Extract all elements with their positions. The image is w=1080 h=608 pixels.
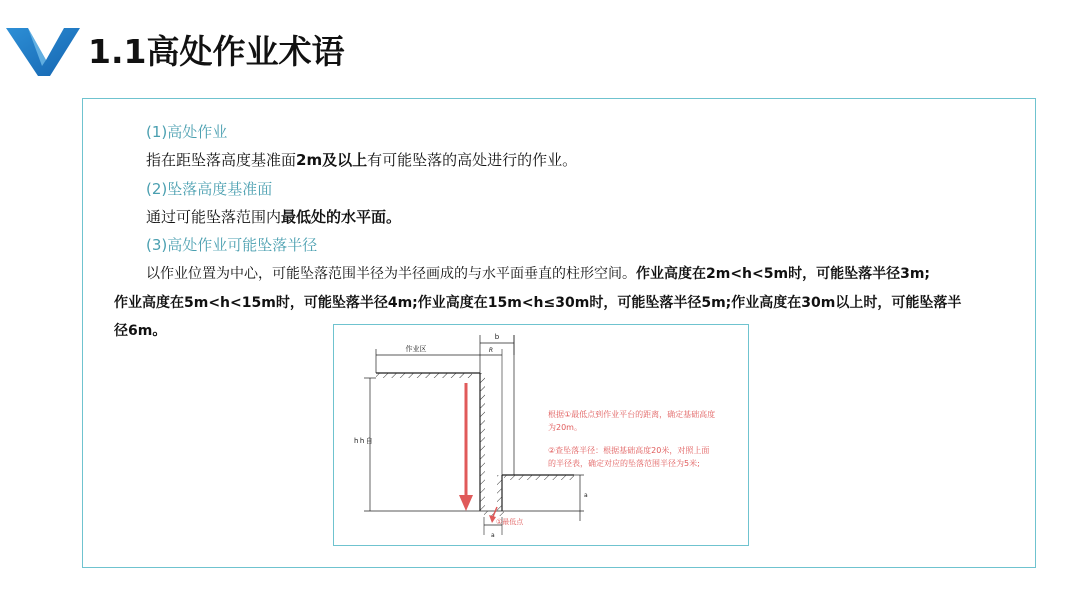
label-b: b [494,333,500,341]
section-body-3-line-2: 作业高度在5m<h<15m时，可能坠落半径4m;作业高度在15m<h≤30m时，可能坠落半径5m;作业高度在30m以上时，可能坠落半 [114,295,962,311]
note-2-line-2: 的半径表，确定对应的坠落范围半径为5米; [548,459,700,468]
fall-radius-diagram [333,324,749,546]
label-h: h h 自 [354,437,373,445]
section-body-3-line-3: 径6m。 [114,323,167,339]
section-body-2: 通过可能坠落范围内最低处的水平面。 [146,208,402,226]
section-heading-1: (1)高处作业 [146,123,228,141]
section-body-3-line-1: 以作业位置为中心，可能坠落范围半径为半径画成的与水平面垂直的柱形空间。作业高度在2m<h<5m时，可能坠落半径3m; [146,266,931,282]
label-lowest-point: ①最低点 [496,518,524,526]
page-title: 1.1高处作业术语 [88,32,345,71]
logo-v-icon [4,26,82,78]
note-2-line-1: ②查坠落半径：根据基础高度20米，对照上面 [548,446,710,455]
label-work-zone: 作业区 [405,345,427,353]
label-r: R [488,347,494,354]
section-heading-3: (3)高处作业可能坠落半径 [146,236,318,254]
section-heading-2: (2)坠落高度基准面 [146,180,273,198]
note-1-line-1: 根据①最低点到作业平台的距离，确定基础高度 [548,410,716,419]
label-a-bottom: a [491,532,495,539]
note-1-line-2: 为20m。 [548,423,582,432]
label-a: a [584,492,588,499]
section-body-1: 指在距坠落高度基准面2m及以上有可能坠落的高处进行的作业。 [146,151,578,169]
